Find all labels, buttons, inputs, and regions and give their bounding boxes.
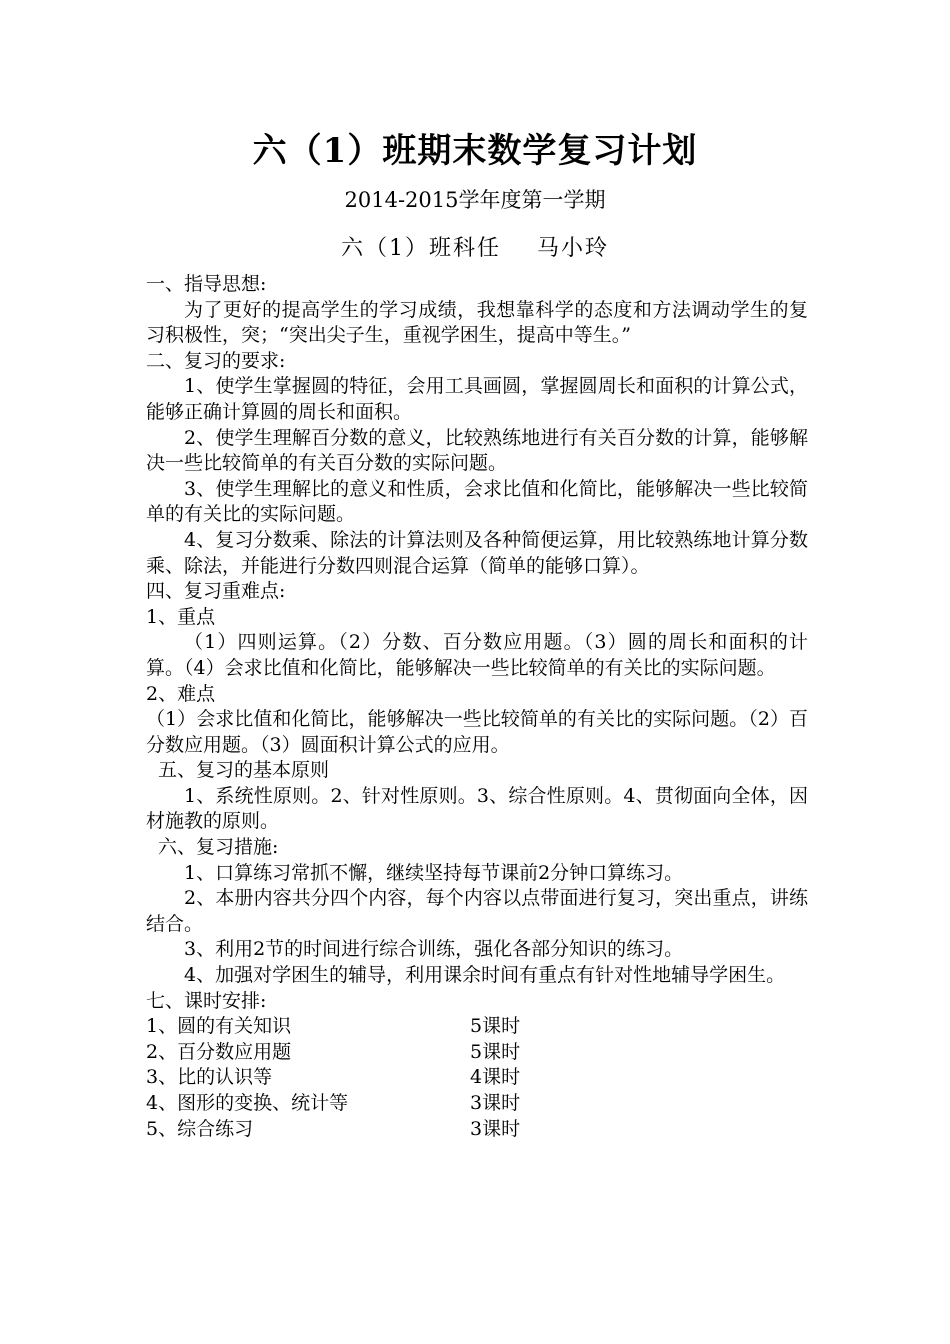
measure-item: 2、本册内容共分四个内容，每个内容以点带面进行复习，突出重点，讲练结合。 [146,887,808,935]
schedule-hours: 3课时 [470,1117,521,1140]
schedule-hours: 4课时 [470,1066,521,1089]
requirement-item: 4、复习分数乘、除法的计算法则及各种简便运算，用比较熟练地计算分数乘、除法，并能进行分数四则混合运算（简单的能够口算）。 [146,528,808,577]
schedule-topic: 5、综合练习 [146,1117,254,1140]
key-heading: 1、重点 [146,605,216,628]
document-body [146,272,808,1142]
section-heading-keypoints: 四、复习重难点: [146,580,286,603]
section-heading-requirements: 二、复习的要求: [146,349,286,372]
guiding-paragraph: 为了更好的提高学生的学习成绩，我想靠科学的态度和方法调动学生的复习积极性，突；“突出尖子生，重视学困生，提高中等生。” [146,298,808,347]
schedule-topic: 3、比的认识等 [146,1066,273,1089]
schedule-row [146,1065,808,1091]
author-name: 马小玲 [536,236,609,261]
measure-item: 4、加强对学困生的辅导，利用课余时间有重点有针对性地辅导学困生。 [184,964,786,987]
requirement-item: 3、使学生理解比的意义和性质，会求比值和化简比，能够解决一些比较简单的有关比的实际问题。 [146,477,808,526]
difficulty-heading: 2、难点 [146,682,216,705]
schedule-hours: 5课时 [470,1040,521,1063]
measure-item: 1、口算练习常抓不懈，继续坚持每节课前2分钟口算练习。 [184,861,684,884]
document-subtitle: 2014-2015学年度第一学期 [344,188,606,212]
measure-item: 3、利用2节的时间进行综合训练，强化各部分知识的练习。 [184,938,684,961]
author-line [0,233,950,265]
document-title: 六（1）班期末数学复习计划 [252,131,698,171]
author-role: 六（1）班科任 [340,236,501,261]
schedule-topic: 2、百分数应用题 [146,1040,292,1063]
section-heading-guiding: 一、指导思想: [146,273,267,295]
schedule-topic: 4、图形的变换、统计等 [146,1092,349,1114]
section-heading-principles: 五、复习的基本原则 [158,759,330,782]
requirement-item: 2、使学生理解百分数的意义，比较熟练地进行有关百分数的计算，能够解决一些比较简单的有关百分数的实际问题。 [146,426,808,475]
schedule-topic: 1、圆的有关知识 [146,1015,292,1038]
schedule-row [146,1014,808,1040]
section-heading-schedule: 七、课时安排: [146,989,267,1012]
schedule-row [146,1040,808,1066]
section-heading-measures: 六、复习措施: [158,836,279,859]
schedule-row [146,1117,808,1143]
requirement-item: 1、使学生掌握圆的特征，会用工具画圆，掌握圆周长和面积的计算公式，能够正确计算圆的周长和面积。 [146,375,808,423]
difficulty-text: （1）会求比值和化简比，能够解决一些比较简单的有关比的实际问题。（2）百分数应用题。（3）圆面积计算公式的应用。 [146,708,808,756]
schedule-hours: 5课时 [470,1015,521,1038]
key-text: （1）四则运算。（2）分数、百分数应用题。（3）圆的周长和面积的计算。（4）会求比值和化简比，能够解决一些比较简单的有关比的实际问题。 [146,631,808,679]
principles-text: 1、系统性原则。2、针对性原则。3、综合性原则。4、贯彻面向全体，因材施教的原则。 [146,784,808,833]
schedule-hours: 3课时 [470,1092,521,1114]
schedule-row [146,1091,808,1117]
